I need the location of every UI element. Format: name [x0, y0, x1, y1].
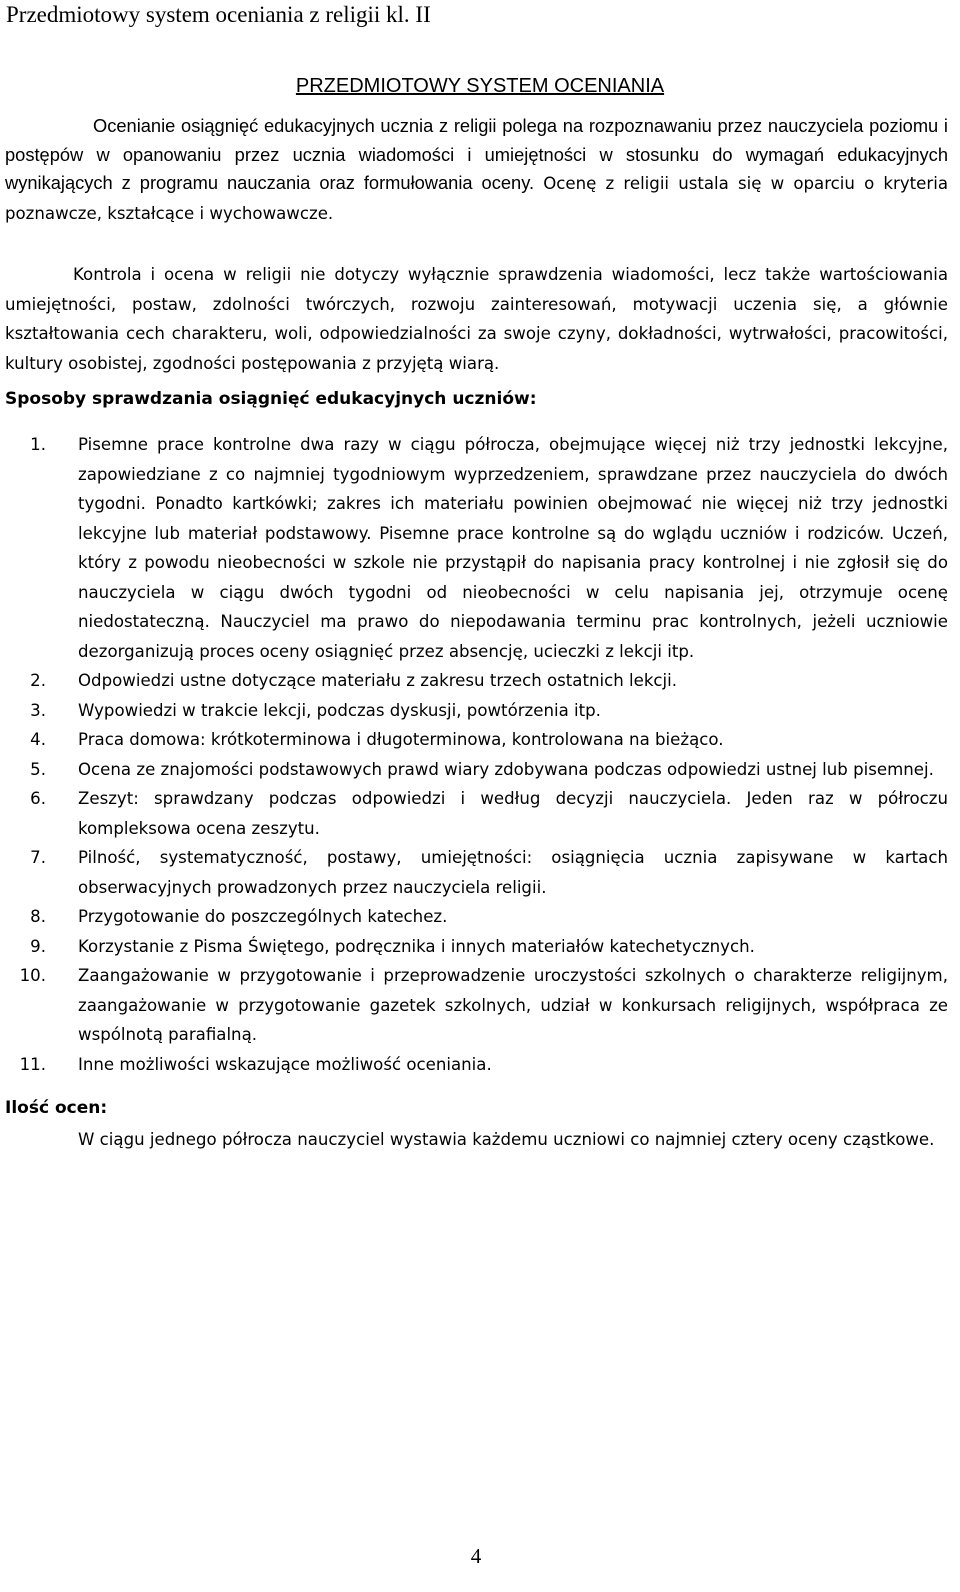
document-heading: PRZEDMIOTOWY SYSTEM OCENIANIA [295, 75, 665, 97]
list-item [0, 755, 948, 785]
list-item-text: Praca domowa: krótkoterminowa i długoterminowa, kontrolowana na bieżąco. [78, 730, 724, 749]
list-item-number: 11. [19, 1054, 46, 1074]
list-item [0, 784, 948, 843]
list-item [0, 696, 948, 726]
list-item-text: Pilność, systematyczność, postawy, umiejętności: osiągnięcia ucznia zapisywane w kartach obserwacyjnych prowadzonych przez nauczyciela religii. [78, 848, 948, 897]
intro-text-part1: Ocenianie osiągnięć edukacyjnych ucznia z religii polega na rozpoznawaniu przez nauczyciela poziomu i postępów w opanowaniu przez ucznia wiadomości i umiejętności w stosunku do wymagań edukacyjnych wynikających z programu nauczania oraz formułowania oceny. [5, 115, 948, 193]
list-item-text: Odpowiedzi ustne dotyczące materiału z zakresu trzech ostatnich lekcji. [78, 671, 678, 690]
list-item [0, 961, 948, 1050]
running-header-title: Przedmiotowy system oceniania z religii kl. II [6, 2, 431, 27]
list-item-number: 3. [30, 700, 46, 720]
list-item [0, 666, 948, 696]
list-item-text: Wypowiedzi w trakcie lekcji, podczas dyskusji, powtórzenia itp. [78, 700, 601, 720]
list-item [0, 430, 948, 666]
list-item-text: Inne możliwości wskazujące możliwość oceniania. [78, 1054, 492, 1074]
list-item-number: 2. [30, 671, 46, 690]
methods-list [0, 430, 948, 1079]
list-item-number: 8. [30, 907, 46, 926]
list-item [0, 932, 948, 962]
list-item [0, 843, 948, 902]
intro-paragraph [5, 112, 948, 228]
list-item-number: 10. [19, 966, 46, 985]
list-item-number: 5. [30, 759, 46, 779]
page-number: 4 [470, 1544, 482, 1568]
list-item-text: Zeszyt: sprawdzany podczas odpowiedzi i według decyzji nauczyciela. Jeden raz w półroczu kompleksowa ocena zeszytu. [78, 789, 948, 838]
intro-text-part2: Ocenę z religii ustala się w oparciu o kryteria poznawcze, kształcące i wychowawcze. [5, 174, 948, 223]
list-item-number: 7. [30, 848, 46, 867]
grades-paragraph: W ciągu jednego półrocza nauczyciel wystawia każdemu uczniowi co najmniej cztery oceny cząstkowe. [78, 1130, 935, 1149]
list-item-text: Przygotowanie do poszczególnych katechez. [78, 907, 448, 926]
list-item-number: 1. [30, 435, 46, 454]
methods-heading: Sposoby sprawdzania osiągnięć edukacyjnych uczniów: [5, 389, 537, 409]
list-item-text: Ocena ze znajomości podstawowych prawd wiary zdobywana podczas odpowiedzi ustnej lub pisemnej. [78, 759, 934, 779]
list-item-number: 9. [30, 936, 46, 956]
list-item-text: Korzystanie z Pisma Świętego, podręcznika i innych materiałów katechetycznych. [78, 936, 755, 956]
list-item [0, 1050, 948, 1080]
list-item-text: Pisemne prace kontrolne dwa razy w ciągu półrocza, obejmujące więcej niż trzy jednostki lekcyjne, zapowiedziane z co najmniej tygodniowym wyprzedzeniem, sprawdzane przez nauczyciela do dwóch tygodni. Ponadto kartkówki; zakres ich materiału powinien obejmować nie więcej niż trzy jednostki lekcyjne lub materiał podstawowy. Pisemne prace kontrolne są do wglądu uczniów i rodziców. Uczeń, który z powodu nieobecności w szkole nie przystąpił do napisania pracy kontrolnej i nie zgłosił się do nauczyciela w ciągu dwóch tygodni od nieobecności w celu napisania jej, otrzymuje ocenę niedostateczną. Nauczyciel ma prawo do niepodawania terminu prac kontrolnych, jeżeli uczniowie dezorganizują proces oceny osiągnięć przez absencję, ucieczki z lekcji itp. [78, 435, 948, 661]
list-item-number: 6. [30, 789, 46, 808]
list-item [0, 725, 948, 755]
list-item-text: Zaangażowanie w przygotowanie i przeprowadzenie uroczystości szkolnych o charakterze religijnym, zaangażowanie w przygotowanie gazetek szkolnych, udział w konkursach religijnych, współpraca ze wspólnotą parafialną. [78, 966, 948, 1044]
list-item-number: 4. [30, 730, 46, 749]
control-paragraph: Kontrola i ocena w religii nie dotyczy wyłącznie sprawdzenia wiadomości, lecz także wartościowania umiejętności, postaw, zdolności twórczych, rozwoju zainteresowań, motywacji uczenia się, a głównie kształtowania cech charakteru, woli, odpowiedzialności za swoje czyny, dokładności, wytrwałości, pracowitości, kultury osobistej, zgodności postępowania z przyjętą wiarą. [5, 265, 948, 373]
grades-heading: Ilość ocen: [5, 1098, 108, 1118]
list-item [0, 902, 948, 932]
